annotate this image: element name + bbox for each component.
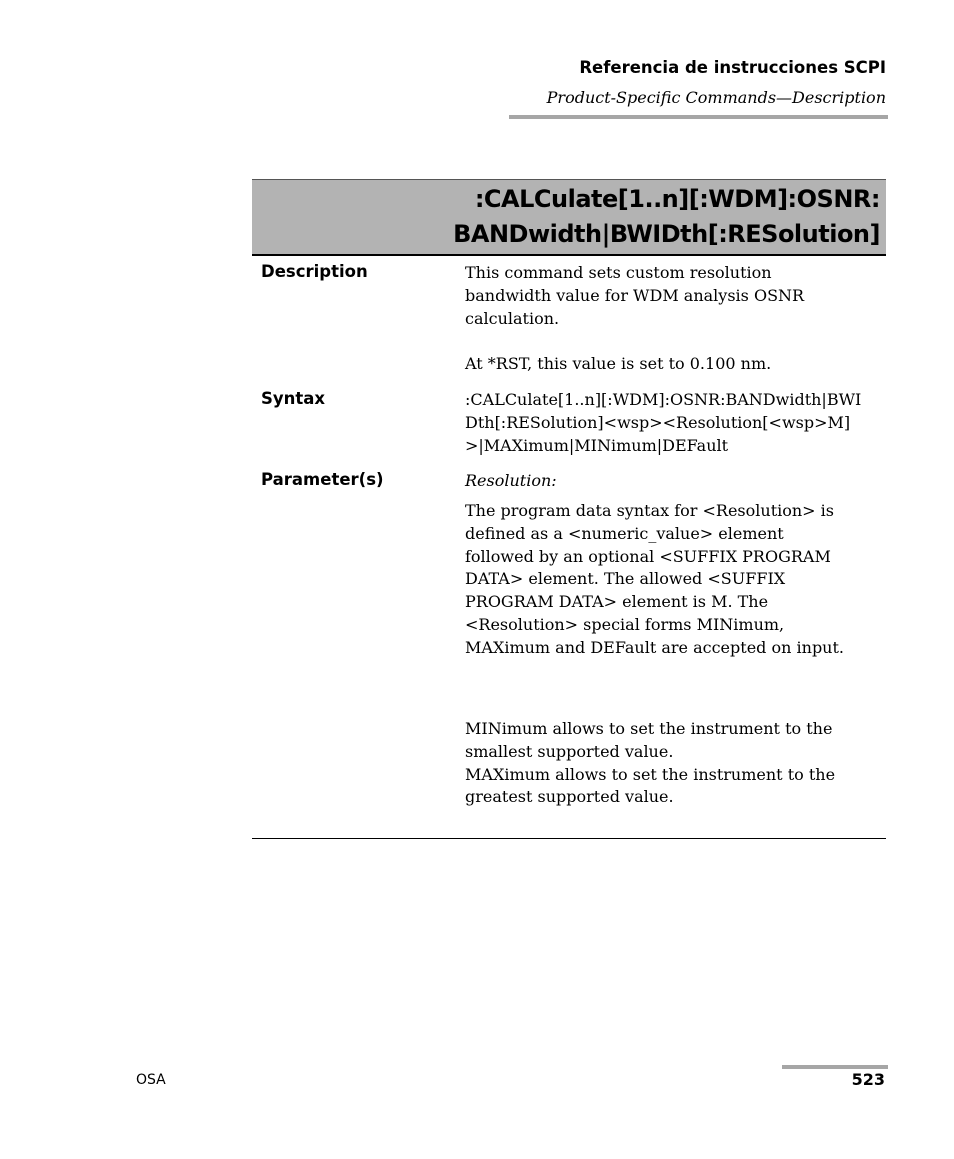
page-number: 523	[851, 1070, 885, 1089]
syntax-text	[465, 389, 883, 457]
running-header-subtitle: Product-Specific Commands—Description	[546, 88, 886, 107]
command-title-line-2: BANDwidth|BWIDth[:RESolution]	[453, 220, 880, 248]
command-title	[453, 182, 880, 252]
description-line: bandwidth value for WDM analysis OSNR	[465, 285, 805, 305]
parameter-line: The program data syntax for <Resolution> is	[465, 501, 834, 520]
parameter-notes	[465, 718, 883, 809]
parameter-note-line: greatest supported value.	[465, 787, 674, 807]
parameter-note-line: MAXimum allows to set the instrument to the	[465, 764, 836, 784]
syntax-label: Syntax	[261, 389, 326, 408]
parameter-line: MAXimum and DEFault are accepted on input.	[465, 637, 844, 657]
footer-product-name: OSA	[136, 1072, 166, 1088]
parameter-description	[465, 500, 883, 660]
description-line: This command sets custom resolution	[465, 263, 772, 282]
description-line: calculation.	[465, 308, 560, 328]
parameter-line: DATA> element. The allowed <SUFFIX	[465, 569, 786, 589]
header-rule	[509, 115, 888, 119]
description-text	[465, 262, 883, 330]
syntax-line: >|MAXimum|MINimum|DEFault	[465, 435, 729, 455]
parameter-note-line: smallest supported value.	[465, 741, 674, 761]
parameter-name-text: Resolution:	[465, 471, 557, 490]
footer-rule	[782, 1065, 888, 1069]
command-title-band	[252, 179, 886, 256]
parameter-line: followed by an optional <SUFFIX PROGRAM	[465, 546, 831, 566]
rst-note	[465, 353, 883, 376]
parameter-note-line: MINimum allows to set the instrument to the	[465, 719, 833, 738]
parameter-name	[465, 470, 883, 493]
syntax-line: :CALCulate[1..n][:WDM]:OSNR:BANDwidth|BWI	[465, 390, 862, 409]
running-header-title: Referencia de instrucciones SCPI	[579, 58, 886, 77]
parameter-line: defined as a <numeric_value> element	[465, 523, 784, 543]
description-label: Description	[261, 262, 368, 281]
rst-note-text: At *RST, this value is set to 0.100 nm.	[465, 354, 772, 373]
syntax-line: Dth[:RESolution]<wsp><Resolution[<wsp>M]	[465, 412, 851, 432]
parameters-label: Parameter(s)	[261, 470, 384, 489]
section-end-rule	[252, 838, 886, 839]
command-title-line-1: :CALCulate[1..n][:WDM]:OSNR:	[474, 185, 880, 213]
parameter-line: PROGRAM DATA> element is M. The	[465, 592, 769, 612]
parameter-line: <Resolution> special forms MINimum,	[465, 614, 785, 634]
